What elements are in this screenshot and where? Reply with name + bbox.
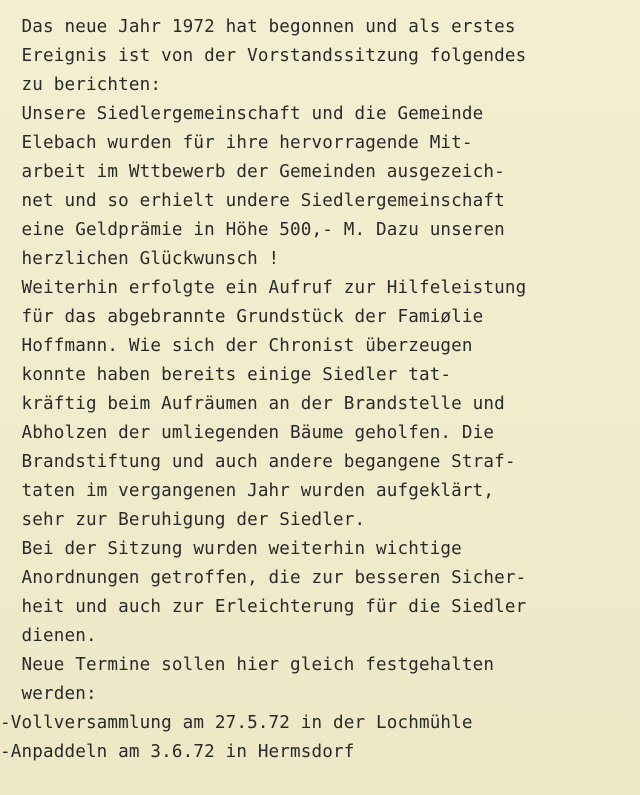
- text-line: Weiterhin erfolgte ein Aufruf zur Hilfeleistung: [0, 278, 527, 298]
- text-line: net und so erhielt undere Siedlergemeinschaft: [0, 191, 505, 211]
- text-line: herzlichen Glückwunsch !: [0, 249, 280, 269]
- text-line: eine Geldprämie in Höhe 500,- M. Dazu unseren: [0, 220, 505, 240]
- text-line: taten im vergangenen Jahr wurden aufgeklärt,: [0, 481, 495, 501]
- list-item: -Vollversammlung am 27.5.72 in der Lochmühle: [0, 713, 473, 733]
- text-line: Bei der Sitzung wurden weiterhin wichtige: [0, 539, 462, 559]
- list-item: -Anpaddeln am 3.6.72 in Hermsdorf: [0, 742, 355, 762]
- text-line: Elebach wurden für ihre hervorragende Mit-: [0, 133, 473, 153]
- text-line: werden:: [0, 684, 97, 704]
- text-line: zu berichten:: [0, 75, 162, 95]
- text-line: heit und auch zur Erleichterung für die Siedler: [0, 597, 527, 617]
- text-line: Brandstiftung und auch andere begangene Straf-: [0, 452, 516, 472]
- text-line: kräftig beim Aufräumen an der Brandstelle und: [0, 394, 505, 414]
- text-line: Hoffmann. Wie sich der Chronist überzeugen: [0, 336, 473, 356]
- text-line: dienen.: [0, 626, 97, 646]
- text-line: sehr zur Beruhigung der Siedler.: [0, 510, 366, 530]
- text-line: konnte haben bereits einige Siedler tat-: [0, 365, 452, 385]
- text-line: Anordnungen getroffen, die zur besseren Sicher-: [0, 568, 527, 588]
- text-line: für das abgebrannte Grundstück der Famiølie: [0, 307, 484, 327]
- text-line: Unsere Siedlergemeinschaft und die Gemeinde: [0, 104, 484, 124]
- text-line: Das neue Jahr 1972 hat begonnen und als erstes: [0, 17, 516, 37]
- text-line: Neue Termine sollen hier gleich festgehalten: [0, 655, 495, 675]
- text-line: arbeit im Wttbewerb der Gemeinden ausgezeich-: [0, 162, 505, 182]
- text-line: Ereignis ist von der Vorstandssitzung folgendes: [0, 46, 527, 66]
- text-line: Abholzen der umliegenden Bäume geholfen. Die: [0, 423, 495, 443]
- document-body: [0, 13, 640, 767]
